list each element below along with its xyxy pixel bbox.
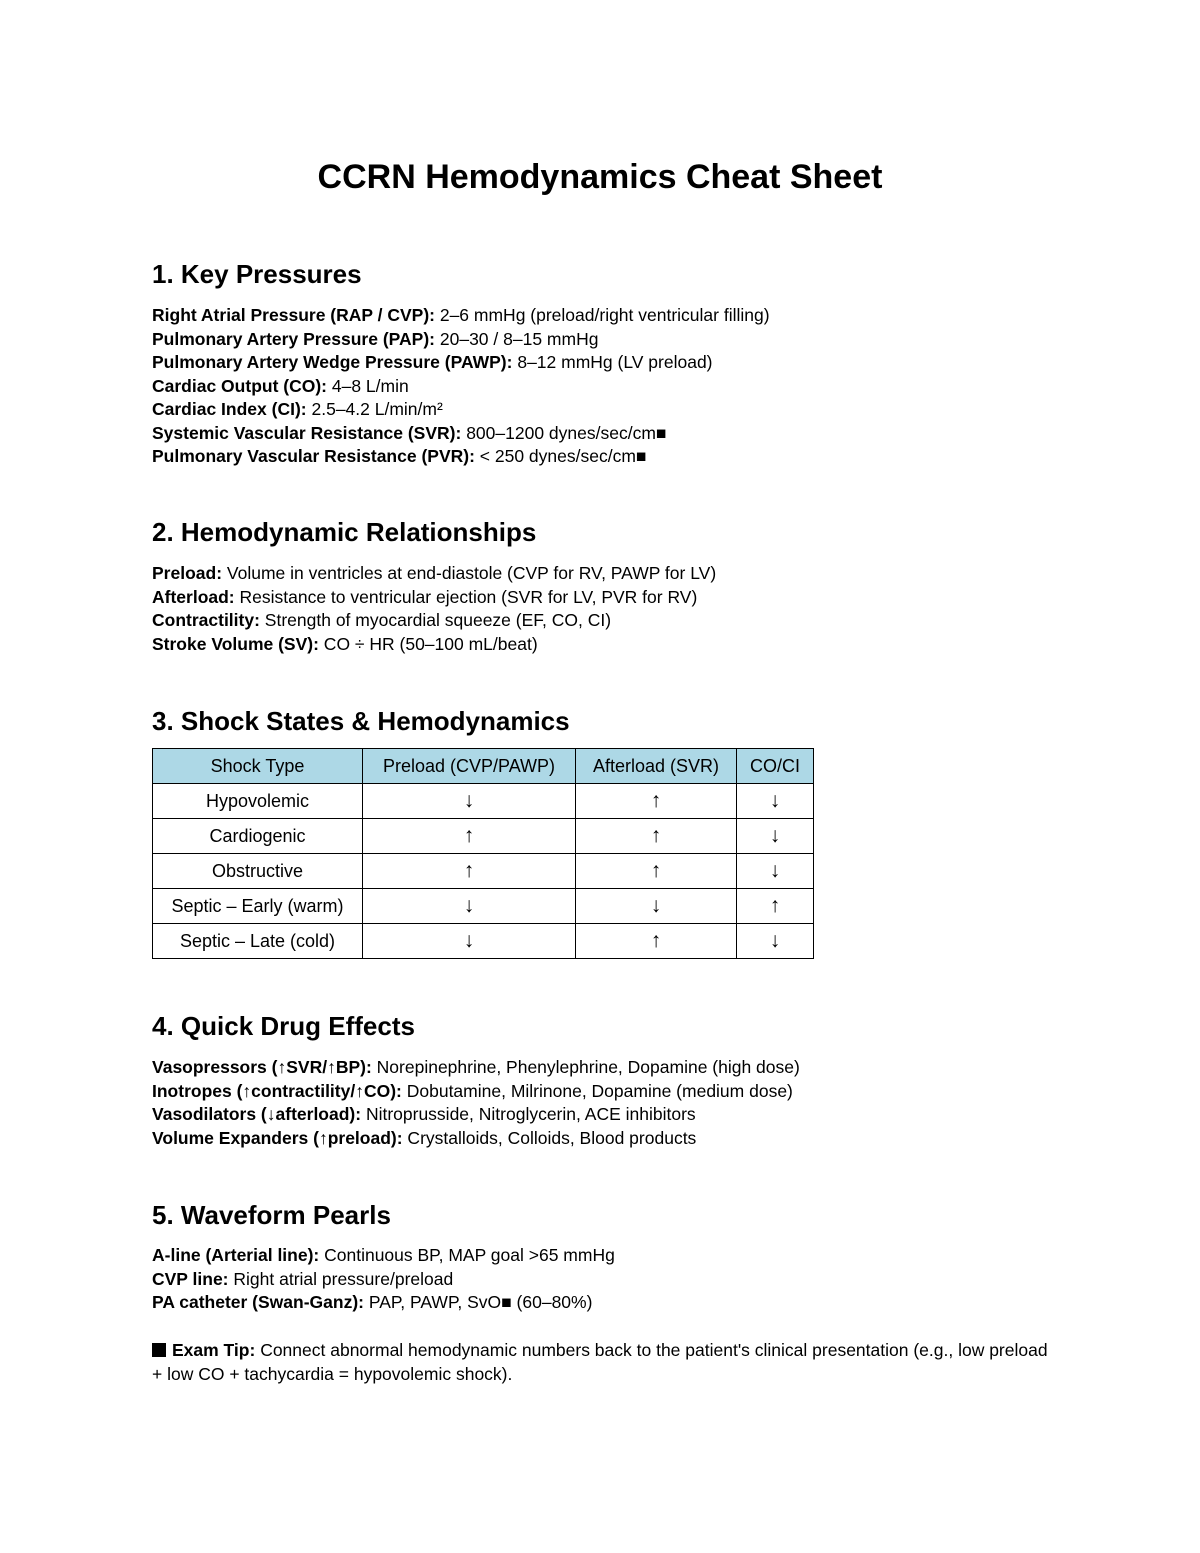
section-heading-key-pressures: 1. Key Pressures bbox=[152, 259, 362, 289]
drug-effect-line: Vasopressors (↑SVR/↑BP): Norepinephrine, Phenylephrine, Dopamine (high dose) bbox=[152, 1057, 800, 1077]
drug-effect-line: Volume Expanders (↑preload): Crystalloids, Colloids, Blood products bbox=[152, 1127, 697, 1148]
section-heading-drug-effects: 4. Quick Drug Effects bbox=[152, 1011, 415, 1041]
exam-tip bbox=[152, 1338, 1062, 1386]
table-row bbox=[153, 889, 814, 924]
relationships-list bbox=[152, 562, 716, 656]
column-header: Preload (CVP/PAWP) bbox=[363, 749, 576, 784]
key-pressure-line: Pulmonary Artery Pressure (PAP): 20–30 / 8–15 mmHg bbox=[152, 328, 599, 349]
section-heading-shock-states: 3. Shock States & Hemodynamics bbox=[152, 706, 570, 736]
table-row bbox=[153, 854, 814, 889]
exam-tip-text: Connect abnormal hemodynamic numbers back to the patient's clinical presentation (e.g., low preload + low CO + tachycardia = hypovolemic shock). bbox=[152, 1340, 1048, 1384]
section-heading-waveform-pearls: 5. Waveform Pearls bbox=[152, 1200, 391, 1230]
key-pressure-line: Pulmonary Vascular Resistance (PVR): < 250 dynes/sec/cm■ bbox=[152, 446, 647, 466]
table-cell: Hypovolemic bbox=[153, 784, 363, 819]
table-cell: ↑ bbox=[576, 819, 737, 854]
table-cell: Septic – Early (warm) bbox=[153, 889, 363, 924]
table-cell: ↑ bbox=[363, 819, 576, 854]
table-cell: ↑ bbox=[576, 924, 737, 959]
relationship-line: Afterload: Resistance to ventricular ejection (SVR for LV, PVR for RV) bbox=[152, 586, 698, 607]
waveform-pearl-line: PA catheter (Swan-Ganz): PAP, PAWP, SvO■ (60–80%) bbox=[152, 1292, 593, 1312]
waveform-pearl-line: CVP line: Right atrial pressure/preload bbox=[152, 1268, 454, 1289]
key-pressure-line: Systemic Vascular Resistance (SVR): 800–1200 dynes/sec/cm■ bbox=[152, 422, 667, 443]
drug-effect-line: Inotropes (↑contractility/↑CO): Dobutamine, Milrinone, Dopamine (medium dose) bbox=[152, 1080, 793, 1101]
column-header: CO/CI bbox=[737, 749, 814, 784]
waveform-pearls-list bbox=[152, 1244, 615, 1315]
page-title: CCRN Hemodynamics Cheat Sheet bbox=[317, 158, 883, 196]
table-cell: Obstructive bbox=[153, 854, 363, 889]
table-cell: Septic – Late (cold) bbox=[153, 924, 363, 959]
table-cell: ↑ bbox=[363, 854, 576, 889]
shock-states-table bbox=[152, 748, 814, 959]
table-row bbox=[153, 924, 814, 959]
key-pressure-line: Right Atrial Pressure (RAP / CVP): 2–6 mmHg (preload/right ventricular filling) bbox=[152, 305, 770, 325]
table-cell: ↓ bbox=[363, 924, 576, 959]
table-cell: ↓ bbox=[576, 889, 737, 924]
key-pressure-line: Cardiac Output (CO): 4–8 L/min bbox=[152, 375, 409, 396]
drug-effects-list bbox=[152, 1056, 800, 1150]
table-cell: ↓ bbox=[737, 819, 814, 854]
key-pressure-line: Cardiac Index (CI): 2.5–4.2 L/min/m² bbox=[152, 399, 443, 419]
column-header: Afterload (SVR) bbox=[576, 749, 737, 784]
table-cell: ↓ bbox=[737, 784, 814, 819]
table-header-row bbox=[153, 749, 814, 784]
table-cell: ↓ bbox=[363, 784, 576, 819]
table-cell: ↓ bbox=[737, 854, 814, 889]
exam-tip-label: Exam Tip: bbox=[172, 1340, 256, 1360]
table-cell: ↓ bbox=[737, 924, 814, 959]
table-cell: ↓ bbox=[363, 889, 576, 924]
relationship-line: Preload: Volume in ventricles at end-diastole (CVP for RV, PAWP for LV) bbox=[152, 563, 717, 583]
table-row bbox=[153, 784, 814, 819]
drug-effect-line: Vasodilators (↓afterload): Nitroprusside, Nitroglycerin, ACE inhibitors bbox=[152, 1104, 696, 1124]
table-row bbox=[153, 819, 814, 854]
key-pressures-list bbox=[152, 304, 770, 469]
key-pressure-line: Pulmonary Artery Wedge Pressure (PAWP): 8–12 mmHg (LV preload) bbox=[152, 352, 713, 372]
waveform-pearl-line: A-line (Arterial line): Continuous BP, MAP goal >65 mmHg bbox=[152, 1245, 615, 1265]
relationship-line: Stroke Volume (SV): CO ÷ HR (50–100 mL/beat) bbox=[152, 633, 538, 654]
section-heading-relationships: 2. Hemodynamic Relationships bbox=[152, 517, 537, 547]
column-header: Shock Type bbox=[153, 749, 363, 784]
table-cell: ↑ bbox=[576, 784, 737, 819]
relationship-line: Contractility: Strength of myocardial squeeze (EF, CO, CI) bbox=[152, 610, 612, 630]
table-cell: Cardiogenic bbox=[153, 819, 363, 854]
table-cell: ↑ bbox=[576, 854, 737, 889]
black-square-icon bbox=[152, 1343, 166, 1357]
table-cell: ↑ bbox=[737, 889, 814, 924]
